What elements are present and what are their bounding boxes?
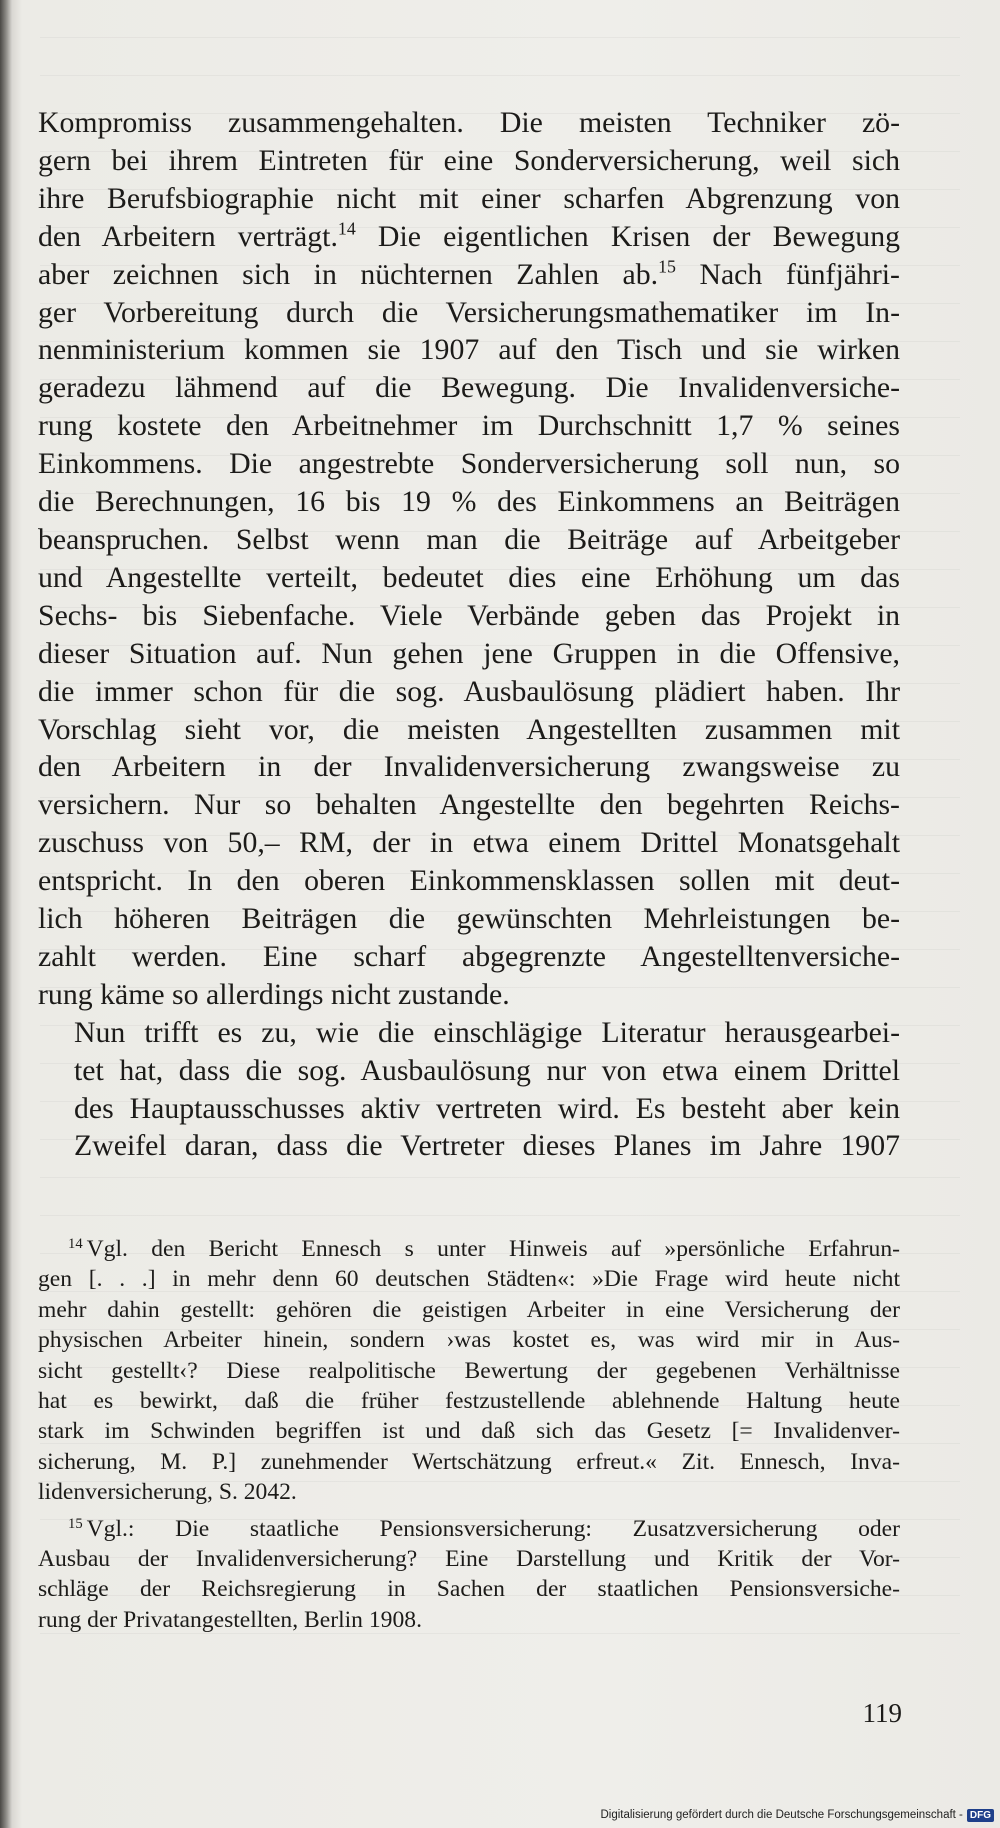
footnote-line: physischen Arbeiter hinein, sondern ›was kostet es, was wird mir in Aus- [38, 1327, 900, 1354]
text-line: dieser Situation auf. Nun gehen jene Gruppen in die Offensive, [38, 636, 900, 670]
footnote-text: Vgl. den Bericht Ennesch s unter Hinweis auf »persönliche Erfahrun- [86, 1236, 900, 1262]
text-line: ger Vorbereitung durch die Versicherungsmathematiker im In- [38, 295, 900, 329]
footnote-ref-14: 14 [337, 218, 356, 239]
footnote-line: hat es bewirkt, daß die früher festzustellende ablehnende Haltung heute [38, 1388, 900, 1415]
footnote-number: 15 [68, 1515, 83, 1532]
footnote-line: mehr dahin gestellt: gehören die geistigen Arbeiter in eine Versicherung der [38, 1296, 900, 1323]
text-line: versichern. Nur so behalten Angestellte den begehrten Reichs- [38, 788, 900, 822]
paragraph-1 [38, 104, 900, 1014]
text-line: geradezu lähmend auf die Bewegung. Die Invalidenversiche- [38, 371, 900, 405]
footnote-line: rung der Privatangestellten, Berlin 1908. [38, 1606, 422, 1633]
text-line: Sechs- bis Siebenfache. Viele Verbände geben das Projekt in [38, 598, 900, 632]
text-line: nenministerium kommen sie 1907 auf den Tisch und sie wirken [38, 333, 900, 367]
text-line: Kompromiss zusammengehalten. Die meisten Techniker zö- [38, 106, 900, 139]
paragraph-2 [38, 1014, 900, 1166]
footnote-15 [38, 1514, 900, 1636]
text-segment: Die eigentlichen Krisen der Bewegung [377, 219, 901, 253]
text-line: tet hat, dass die sog. Ausbaulösung nur von etwa einem Drittel [74, 1053, 900, 1087]
footnote-line: sicherung, M. P.] zunehmender Wertschätzung erfreut.« Zit. Ennesch, Inva- [38, 1448, 900, 1475]
text-line: lich höheren Beiträgen die gewünschten Mehrleistungen be- [38, 902, 900, 936]
text-line: ihre Berufsbiographie nicht mit einer scharfen Abgrenzung von [38, 181, 900, 215]
digitization-note: Digitalisierung gefördert durch die Deutsche Forschungsgemeinschaft - [600, 1809, 963, 1821]
text-line: die immer schon für die sog. Ausbaulösung plädiert haben. Ihr [38, 674, 900, 708]
text-line: zahlt werden. Eine scharf abgegrenzte Angestelltenversiche- [38, 939, 900, 973]
footnote-number: 14 [68, 1235, 83, 1252]
footnote-line [38, 1514, 900, 1544]
digitization-credit [600, 1806, 994, 1824]
text-line: beanspruchen. Selbst wenn man die Beiträge auf Arbeitgeber [38, 522, 900, 556]
text-line: Zweifel daran, dass die Vertreter dieses Planes im Jahre 1907 [74, 1129, 900, 1163]
text-line: zuschuss von 50,– RM, der in etwa einem Drittel Monatsgehalt [38, 826, 900, 860]
text-segment: Nach fünfjähri- [699, 257, 900, 291]
text-line: den Arbeitern in der Invalidenversicherung zwangsweise zu [38, 750, 900, 784]
text-line: und Angestellte verteilt, bedeutet dies eine Erhöhung um das [38, 560, 900, 594]
footnote-ref-15: 15 [658, 256, 676, 277]
text-segment: aber zeichnen sich in nüchternen Zahlen ab. [38, 257, 659, 291]
text-line: gern bei ihrem Eintreten für eine Sonderversicherung, weil sich [38, 143, 900, 177]
text-line: Einkommens. Die angestrebte Sonderversicherung soll nun, so [38, 447, 900, 481]
footnote-line: Ausbau der Invalidenversicherung? Eine Darstellung und Kritik der Vor- [38, 1546, 900, 1573]
footnote-line: stark im Schwinden begriffen ist und daß sich das Gesetz [= Invalidenver- [38, 1418, 900, 1445]
page-number: 119 [862, 1698, 902, 1728]
footnote-line: lidenversicherung, S. 2042. [38, 1479, 297, 1506]
footnote-line: gen [. . .] in mehr denn 60 deutschen Städten«: »Die Frage wird heute nicht [38, 1266, 900, 1293]
text-line-with-footnote [38, 256, 900, 294]
text-line: entspricht. In den oberen Einkommensklassen sollen mit deut- [38, 864, 900, 898]
text-segment: den Arbeitern verträgt. [38, 219, 338, 253]
footnote-14 [38, 1234, 900, 1508]
text-line: die Berechnungen, 16 bis 19 % des Einkommens an Beiträgen [38, 485, 900, 519]
footnote-line [38, 1234, 900, 1264]
footnotes [38, 1234, 900, 1641]
text-line-with-footnote [38, 218, 900, 256]
text-line: des Hauptausschusses aktiv vertreten wird. Es besteht aber kein [74, 1091, 900, 1125]
dfg-logo-icon: DFG [967, 1809, 994, 1822]
footnote-line: sicht gestellt‹? Diese realpolitische Bewertung der gegebenen Verhältnisse [38, 1357, 900, 1384]
text-line: rung kostete den Arbeitnehmer im Durchschnitt 1,7 % seines [38, 409, 900, 443]
footnote-text: Vgl.: Die staatliche Pensionsversicherung: Zusatzversicherung oder [86, 1515, 900, 1542]
body-text [38, 104, 900, 1165]
text-line: rung käme so allerdings nicht zustande. [38, 977, 510, 1011]
text-line: Vorschlag sieht vor, die meisten Angestellten zusammen mit [38, 712, 900, 746]
text-line: Nun trifft es zu, wie die einschlägige Literatur herausgearbei- [74, 1015, 900, 1049]
footnote-line: schläge der Reichsregierung in Sachen der staatlichen Pensionsversiche- [38, 1576, 900, 1603]
